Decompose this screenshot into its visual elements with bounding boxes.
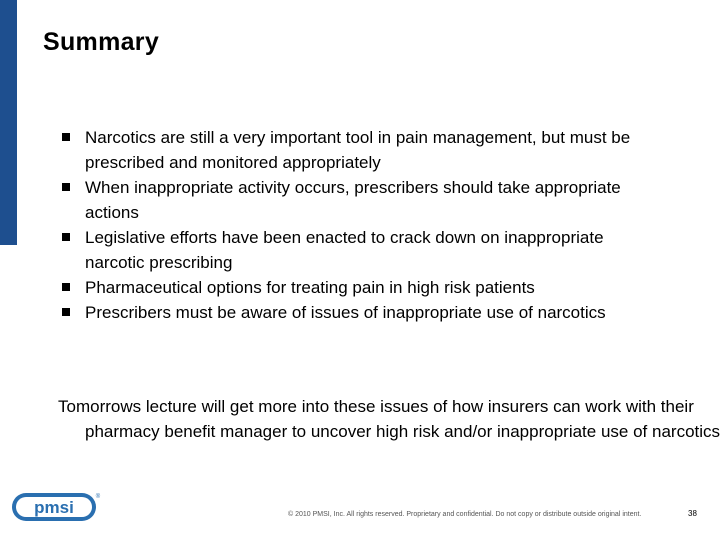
pmsi-logo <box>10 490 102 524</box>
bullet-text: Narcotics are still a very important tool in pain management, but must be prescribed and monitored appropriately <box>85 128 631 172</box>
bullet-list <box>62 125 662 325</box>
bullet-text: Legislative efforts have been enacted to crack down on inappropriate narcotic prescribing <box>85 228 604 272</box>
square-bullet-icon <box>62 183 70 191</box>
bullet-text: Pharmaceutical options for treating pain in high risk patients <box>85 278 535 297</box>
bullet-item <box>62 225 662 275</box>
bullet-item <box>62 275 662 300</box>
page-number: 38 <box>688 509 697 518</box>
square-bullet-icon <box>62 133 70 141</box>
left-accent-bar <box>0 0 17 245</box>
slide-title: Summary <box>43 28 160 56</box>
bullet-text: Prescribers must be aware of issues of inappropriate use of narcotics <box>85 303 606 322</box>
square-bullet-icon <box>62 308 70 316</box>
bullet-item <box>62 300 662 325</box>
square-bullet-icon <box>62 283 70 291</box>
bullet-item <box>62 125 662 175</box>
logo-registered-mark: ® <box>95 494 101 500</box>
bullet-item <box>62 175 662 225</box>
lecture-note: Tomorrows lecture will get more into these issues of how insurers can work with their pharmacy benefit manager to uncover high risk and/or inappropriate use of narcotics <box>58 397 720 441</box>
logo-text: pmsi <box>34 498 74 517</box>
square-bullet-icon <box>62 233 70 241</box>
copyright-notice: © 2010 PMSI, Inc. All rights reserved. Proprietary and confidential. Do not copy or distribute outside original intent. <box>288 511 642 518</box>
bullet-text: When inappropriate activity occurs, prescribers should take appropriate actions <box>85 178 621 222</box>
